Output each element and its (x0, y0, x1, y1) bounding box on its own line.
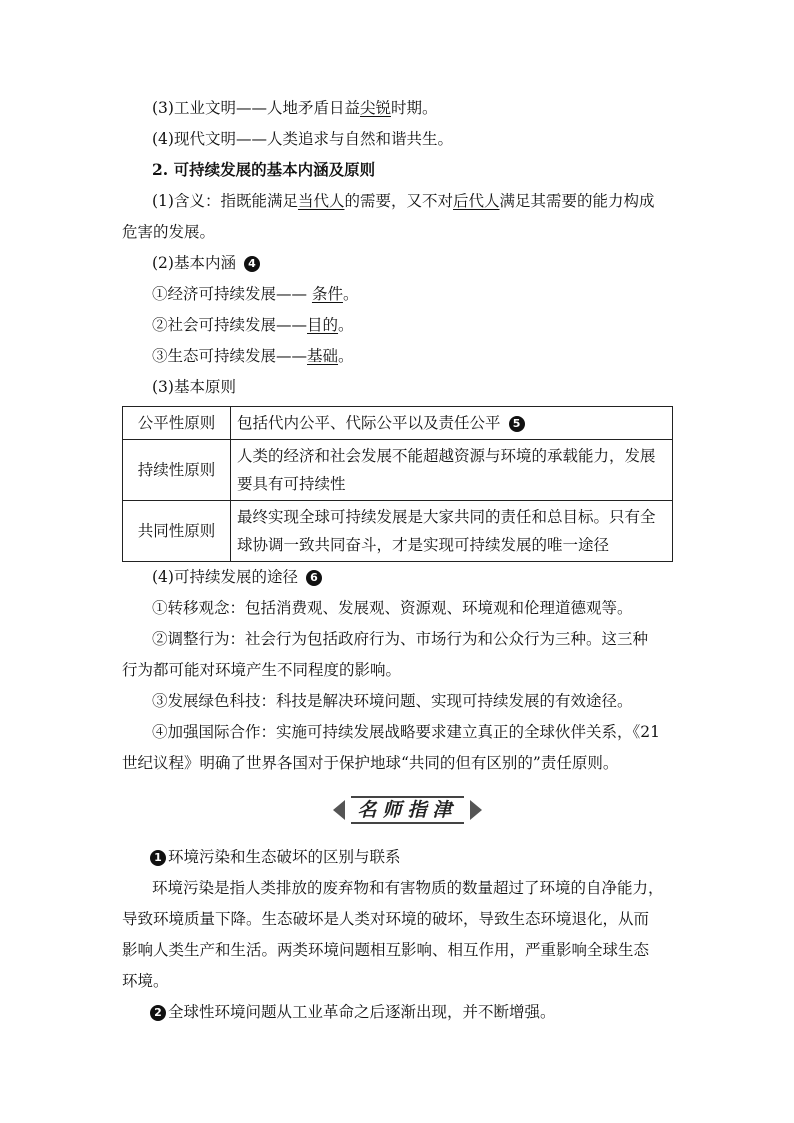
principles-title: (3)基本原则 (152, 378, 236, 396)
definition-line: (1)含义：指既能满足当代人的需要，又不对后代人满足其需要的能力构成 (152, 192, 655, 210)
key-term-current-generation: 当代人 (297, 192, 345, 210)
path-2-continuation: 行为都可能对环境产生不同程度的影响。 (122, 661, 402, 679)
table-row (123, 440, 673, 501)
note-1-line: 影响人类生产和生活。两类环境问题相互影响、相互作用，严重影响全球生态 (122, 941, 650, 959)
key-term-foundation: 基础 (307, 347, 339, 365)
paths-title: (4)可持续发展的途径 6 (152, 566, 322, 588)
connotation-title: (2)基本内涵 4 (152, 252, 260, 274)
key-term-purpose: 目的 (307, 316, 339, 334)
path-4-continuation: 世纪议程》明确了世界各国对于保护地球“共同的但有区别的”责任原则。 (122, 754, 619, 772)
key-term-future-generation: 后代人 (453, 192, 500, 210)
principle-name: 共同性原则 (123, 501, 231, 562)
principle-desc: 包括代内公平、代际公平以及责任公平 5 (231, 407, 673, 440)
principles-table (122, 406, 673, 562)
key-term-sharp: 尖锐 (359, 99, 391, 117)
number-4-icon: 4 (244, 256, 260, 272)
industrial-civilization-line: (3)工业文明——人地矛盾日益尖锐时期。 (152, 99, 438, 117)
path-3: ③发展绿色科技：科技是解决环境问题、实现可持续发展的有效途径。 (152, 692, 633, 710)
economic-line: ①经济可持续发展—— 条件。 (152, 285, 359, 303)
note-2: 2 全球性环境问题从工业革命之后逐渐出现，并不断增强。 (150, 1001, 556, 1023)
path-4: ④加强国际合作：实施可持续发展战略要求建立真正的全球伙伴关系，《21 (152, 723, 660, 741)
note-1-line: 环境污染是指人类排放的废弃物和有害物质的数量超过了环境的自净能力， (152, 879, 664, 897)
section-heading-2: 2. 可持续发展的基本内涵及原则 (152, 160, 376, 179)
note-1-line: 导致环境质量下降。生态破坏是人类对环境的破坏，导致生态环境退化，从而 (122, 910, 650, 928)
ecological-line: ③生态可持续发展——基础。 (152, 347, 354, 365)
path-2: ②调整行为：社会行为包括政府行为、市场行为和公众行为三种。这三种 (152, 630, 649, 648)
number-5-icon: 5 (509, 416, 525, 432)
note-1-line: 环境。 (122, 972, 169, 990)
right-arrow-icon (470, 800, 482, 820)
principle-name: 公平性原则 (123, 407, 231, 440)
teacher-tips-banner (330, 795, 485, 825)
banner-title: 名师指津 (351, 796, 463, 824)
left-arrow-icon (333, 800, 345, 820)
modern-civilization-line: (4)现代文明——人类追求与自然和谐共生。 (152, 130, 453, 148)
number-1-icon: 1 (150, 850, 166, 866)
principle-desc: 人类的经济和社会发展不能超越资源与环境的承载能力，发展 要具有可持续性 (231, 440, 673, 501)
definition-continuation: 危害的发展。 (122, 223, 216, 241)
number-6-icon: 6 (306, 570, 322, 586)
principle-desc: 最终实现全球可持续发展是大家共同的责任和总目标。只有全 球协调一致共同奋斗，才是实现可持续发展的唯一途径 (231, 501, 673, 562)
table-row (123, 407, 673, 440)
note-1-title: 1 环境污染和生态破坏的区别与联系 (150, 846, 401, 868)
number-2-icon: 2 (150, 1005, 166, 1021)
social-line: ②社会可持续发展——目的。 (152, 316, 354, 334)
principle-name: 持续性原则 (123, 440, 231, 501)
path-1: ①转移观念：包括消费观、发展观、资源观、环境观和伦理道德观等。 (152, 599, 633, 617)
key-term-condition: 条件 (311, 285, 343, 303)
table-row (123, 501, 673, 562)
